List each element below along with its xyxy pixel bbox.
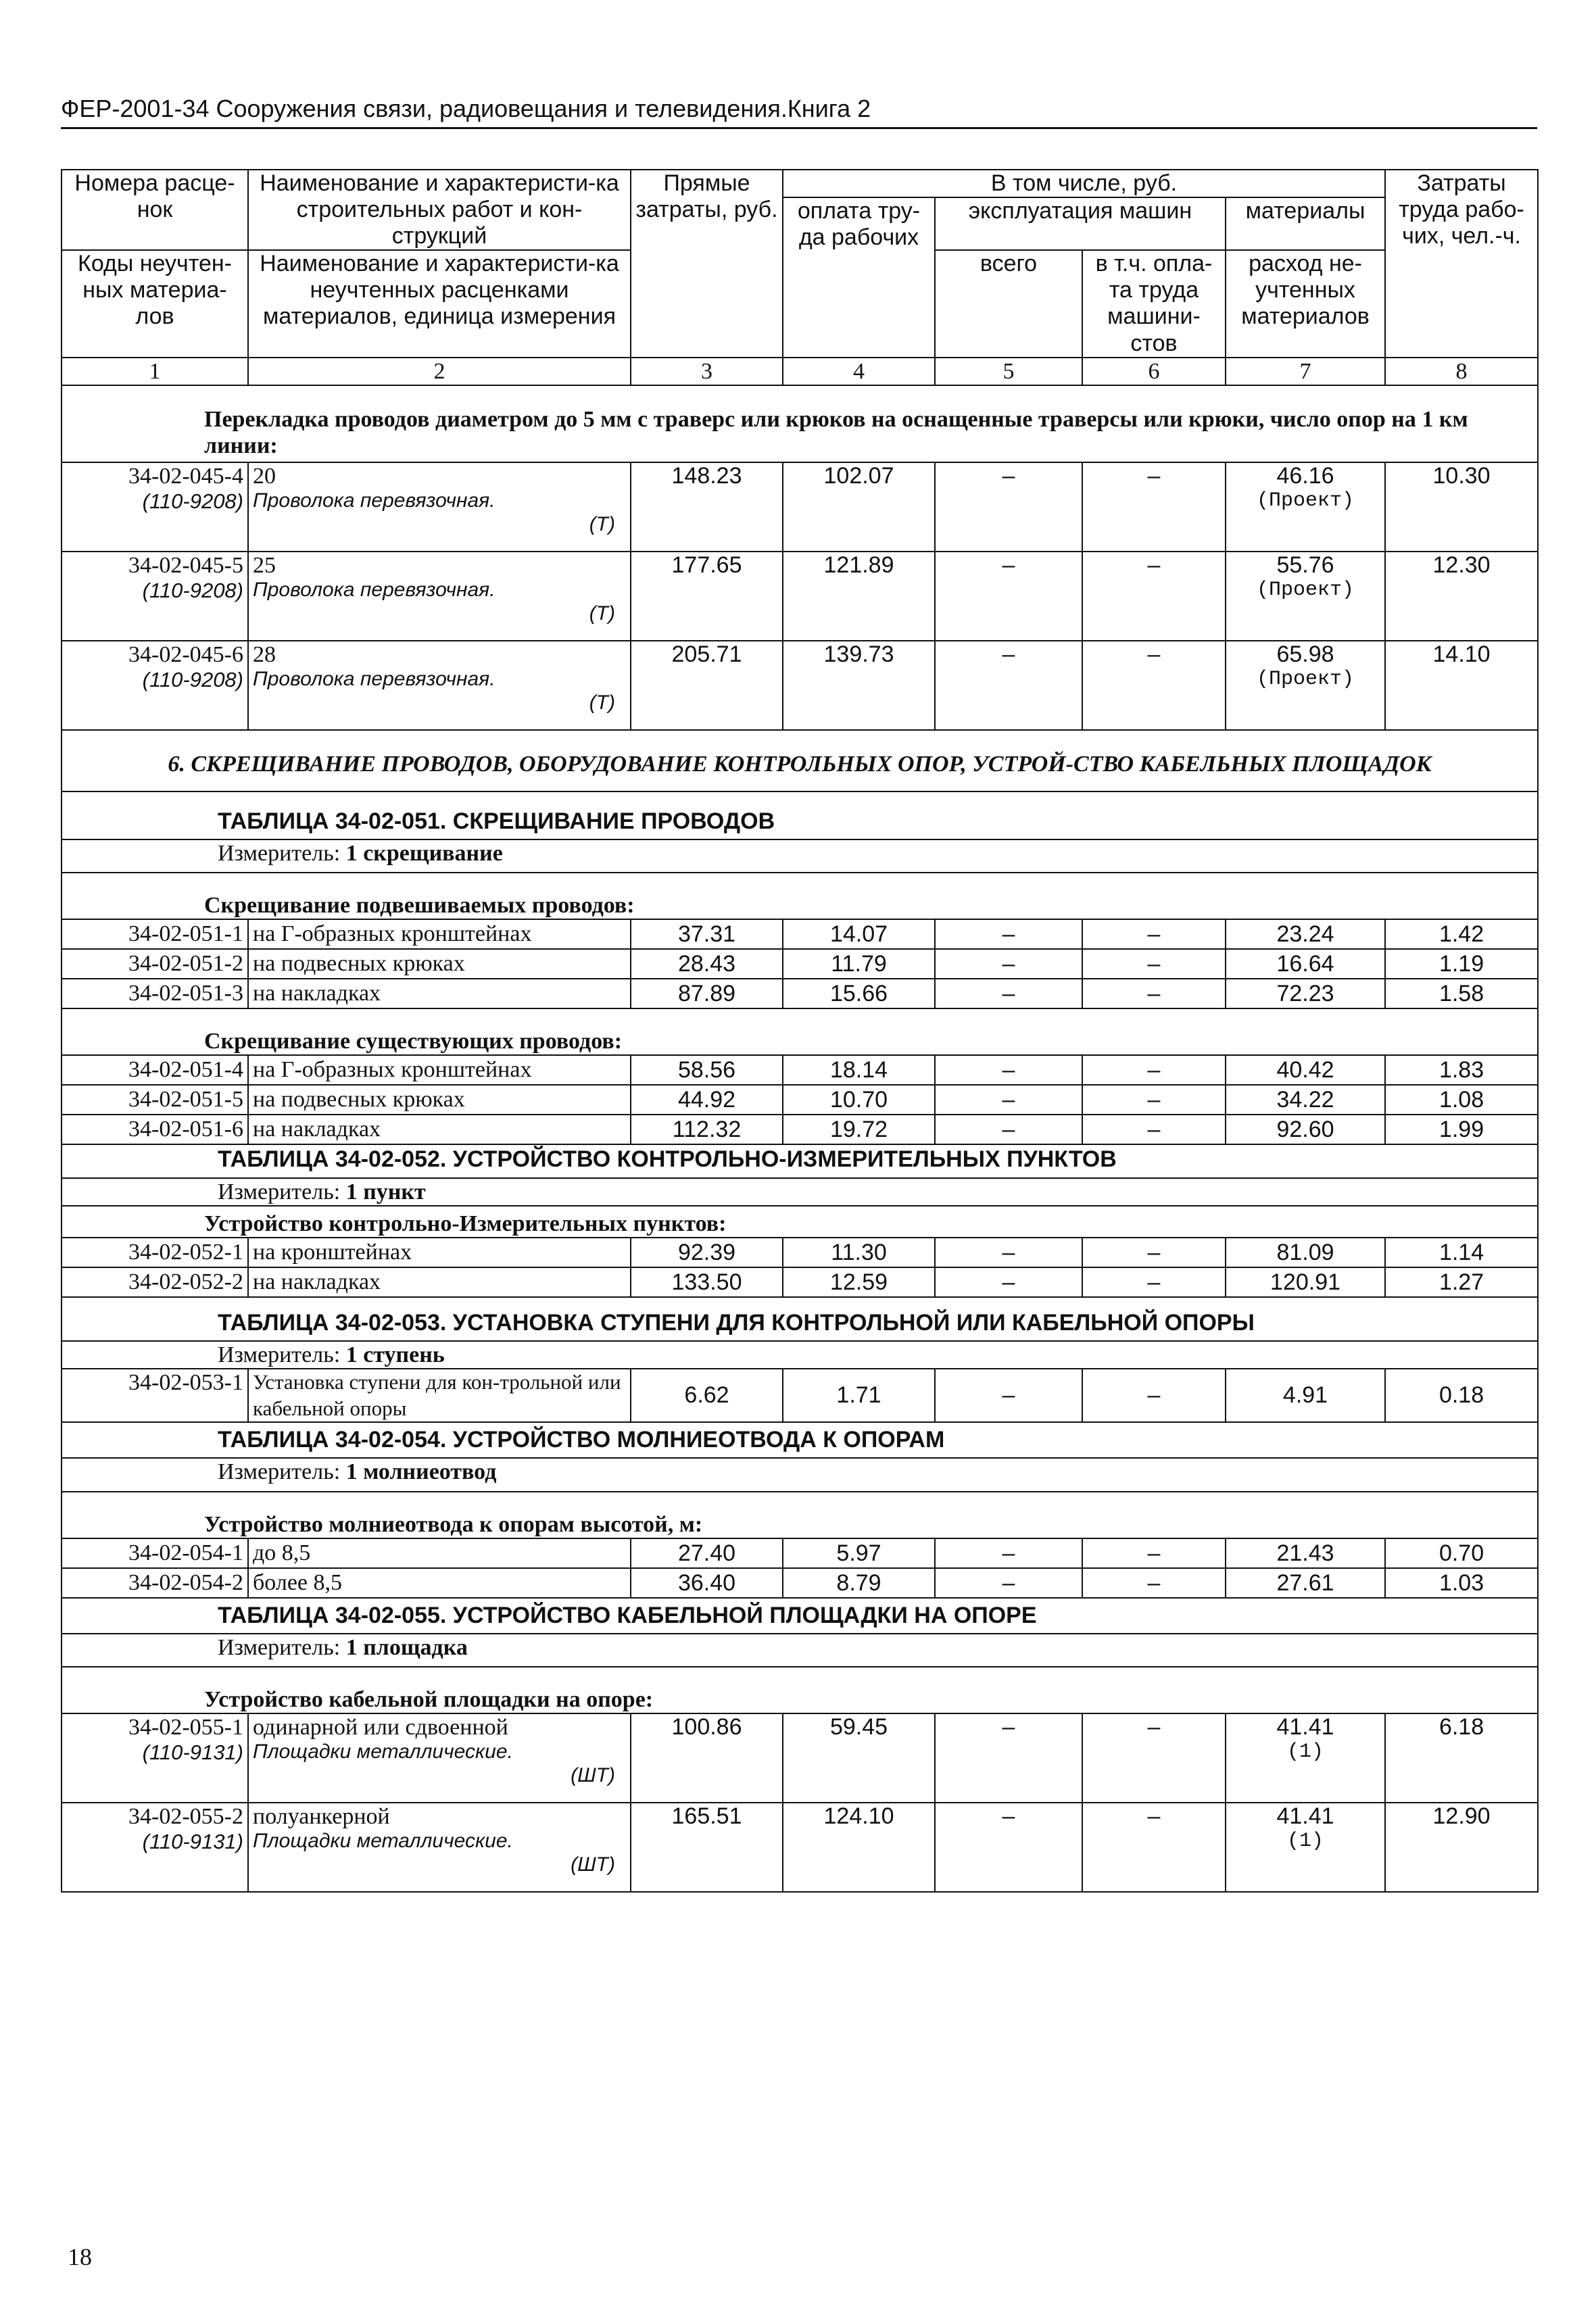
machine-cost: – — [935, 1538, 1082, 1568]
labor-cost: 6.18 — [1385, 1713, 1538, 1803]
machine-cost: – — [935, 552, 1082, 641]
labor-cost: 1.08 — [1385, 1085, 1538, 1115]
section-heading — [62, 385, 1538, 462]
material-code: (110-9208) — [142, 668, 243, 692]
material-code: (110-9131) — [142, 1830, 243, 1854]
machine-cost: – — [935, 1803, 1082, 1892]
material-value: 55.76 — [1276, 552, 1334, 578]
t055-measure — [62, 1634, 1538, 1667]
measure-value: 1 площадка — [345, 1634, 468, 1660]
material-cost: 27.61 — [1226, 1568, 1385, 1598]
machinist-cost: – — [1082, 1085, 1226, 1115]
material-note: (Проект) — [1257, 668, 1355, 691]
table-row — [62, 1267, 1538, 1297]
rate-code: 34-02-051-5 — [62, 1085, 248, 1115]
work-name: на кронштейнах — [248, 1238, 631, 1267]
work-name: на накладках — [248, 979, 631, 1008]
direct-cost: 133.50 — [631, 1267, 783, 1297]
material-cost: 21.43 — [1226, 1538, 1385, 1568]
rate-code: 34-02-051-3 — [62, 979, 248, 1008]
work-name-text: 25 — [253, 552, 276, 578]
header-row-1 — [62, 170, 1538, 197]
material-cost — [1226, 641, 1385, 730]
labor-cost: 1.83 — [1385, 1055, 1538, 1085]
rate-code: 34-02-051-6 — [62, 1115, 248, 1144]
machine-cost: – — [935, 1568, 1082, 1598]
machine-cost: – — [935, 1055, 1082, 1085]
rate-code — [62, 1803, 248, 1892]
machinist-cost: – — [1082, 1538, 1226, 1568]
wage-cost: 139.73 — [783, 641, 935, 730]
material-value: 41.41 — [1276, 1713, 1334, 1740]
work-name: Установка ступени для кон-трольной или кабельной опоры — [248, 1369, 631, 1423]
t054-measure — [62, 1458, 1538, 1491]
col-num: 1 — [62, 358, 248, 385]
machinist-cost: – — [1082, 919, 1226, 949]
wage-cost: 14.07 — [783, 919, 935, 949]
direct-cost: 37.31 — [631, 919, 783, 949]
direct-cost: 6.62 — [631, 1369, 783, 1423]
table-heading — [62, 1144, 1538, 1177]
col2-bottom: Наименование и характеристи-ка неучтенных расценками материалов, единица измерения — [248, 250, 631, 357]
group-heading — [62, 1667, 1538, 1713]
machine-cost: – — [935, 1267, 1082, 1297]
group-heading — [62, 873, 1538, 919]
col5-total: всего — [935, 250, 1082, 357]
col-num: 8 — [1385, 358, 1538, 385]
labor-cost: 1.42 — [1385, 919, 1538, 949]
labor-cost: 1.03 — [1385, 1568, 1538, 1598]
material-value: 65.98 — [1276, 641, 1334, 667]
wage-cost: 18.14 — [783, 1055, 935, 1085]
machine-cost: – — [935, 919, 1082, 949]
material-cost — [1226, 1713, 1385, 1803]
labor-cost: 12.90 — [1385, 1803, 1538, 1892]
machine-cost: – — [935, 1238, 1082, 1267]
t055-group: Устройство кабельной площадки на опоре: — [62, 1667, 1538, 1713]
labor-cost: 0.18 — [1385, 1369, 1538, 1423]
rate-code: 34-02-052-1 — [62, 1238, 248, 1267]
col-num: 5 — [935, 358, 1082, 385]
rate-code: 34-02-054-2 — [62, 1568, 248, 1598]
work-name: на накладках — [248, 1267, 631, 1297]
col3-direct: Прямые затраты, руб. — [631, 170, 783, 358]
t052-title: ТАБЛИЦА 34-02-052. УСТРОЙСТВО КОНТРОЛЬНО-ИЗМЕРИТЕЛЬНЫХ ПУНКТОВ — [62, 1144, 1538, 1177]
measure-row — [62, 1341, 1538, 1369]
material-name: Площадки металлические. — [253, 1740, 513, 1763]
material-value: 41.41 — [1276, 1803, 1334, 1829]
machinist-cost: – — [1082, 1713, 1226, 1803]
col1-top: Номера расце-нок — [62, 170, 248, 250]
work-name — [248, 552, 631, 641]
material-code: (110-9208) — [142, 579, 243, 603]
wage-cost: 1.71 — [783, 1369, 935, 1423]
col6-machinist: в т.ч. опла-та труда машини-стов — [1082, 250, 1226, 357]
material-unit: (ШТ) — [571, 1763, 615, 1786]
work-name: на Г-образных кронштейнах — [248, 919, 631, 949]
col7-material: расход не-учтенных материалов — [1226, 250, 1385, 357]
machinist-cost: – — [1082, 462, 1226, 552]
col-num: 6 — [1082, 358, 1226, 385]
section6-title: 6. СКРЕЩИВАНИЕ ПРОВОДОВ, ОБОРУДОВАНИЕ КОНТРОЛЬНЫХ ОПОР, УСТРОЙ-СТВО КАБЕЛЬНЫХ ПЛОЩАДОК — [62, 730, 1538, 791]
material-cost: 120.91 — [1226, 1267, 1385, 1297]
labor-cost: 1.58 — [1385, 979, 1538, 1008]
machinist-cost: – — [1082, 1369, 1226, 1423]
wage-cost: 8.79 — [783, 1568, 935, 1598]
labor-cost: 1.27 — [1385, 1267, 1538, 1297]
measure-row — [62, 1458, 1538, 1491]
table-row — [62, 1055, 1538, 1085]
col-num: 4 — [783, 358, 935, 385]
material-unit: (Т) — [589, 602, 615, 625]
rate-code-text: 34-02-045-4 — [128, 463, 243, 489]
machinist-cost: – — [1082, 949, 1226, 979]
direct-cost: 36.40 — [631, 1568, 783, 1598]
measure-row — [62, 1178, 1538, 1206]
material-cost: 34.22 — [1226, 1085, 1385, 1115]
col-num: 2 — [248, 358, 631, 385]
labor-cost: 10.30 — [1385, 462, 1538, 552]
labor-cost: 0.70 — [1385, 1538, 1538, 1568]
rate-code: 34-02-053-1 — [62, 1369, 248, 1423]
machinist-cost: – — [1082, 979, 1226, 1008]
work-name: более 8,5 — [248, 1568, 631, 1598]
t054-title: ТАБЛИЦА 34-02-054. УСТРОЙСТВО МОЛНИЕОТВОДА К ОПОРАМ — [62, 1422, 1538, 1458]
work-name: на Г-образных кронштейнах — [248, 1055, 631, 1085]
material-value: 46.16 — [1276, 462, 1334, 489]
t053-title: ТАБЛИЦА 34-02-053. УСТАНОВКА СТУПЕНИ ДЛЯ КОНТРОЛЬНОЙ ИЛИ КАБЕЛЬНОЙ ОПОРЫ — [62, 1297, 1538, 1341]
material-name: Проволока перевязочная. — [253, 489, 495, 512]
material-unit: (Т) — [589, 512, 615, 535]
machinist-cost: – — [1082, 1267, 1226, 1297]
work-name-text: полуанкерной — [253, 1803, 390, 1829]
labor-cost: 1.14 — [1385, 1238, 1538, 1267]
table-row — [62, 1369, 1538, 1423]
t054-group: Устройство молниеотвода к опорам высотой, м: — [62, 1492, 1538, 1538]
material-cost — [1226, 552, 1385, 641]
direct-cost: 92.39 — [631, 1238, 783, 1267]
table-heading — [62, 1598, 1538, 1634]
direct-cost: 165.51 — [631, 1803, 783, 1892]
col2-top: Наименование и характеристи-ка строительных работ и кон-струкций — [248, 170, 631, 250]
material-name: Проволока перевязочная. — [253, 579, 495, 602]
machinist-cost: – — [1082, 1238, 1226, 1267]
rate-code-text: 34-02-055-2 — [128, 1803, 243, 1829]
rate-code — [62, 462, 248, 552]
incl-header: В том числе, руб. — [783, 170, 1385, 197]
rate-code-text: 34-02-055-1 — [128, 1714, 243, 1740]
material-cost: 23.24 — [1226, 919, 1385, 949]
work-name-text: одинарной или сдвоенной — [253, 1714, 508, 1740]
work-name-text: 20 — [253, 463, 276, 489]
measure-value: 1 ступень — [345, 1342, 445, 1367]
material-unit: (Т) — [589, 691, 615, 714]
measure-label: Измеритель: — [218, 1342, 341, 1367]
material-name: Проволока перевязочная. — [253, 668, 495, 691]
machine-cost: – — [935, 1713, 1082, 1803]
wage-cost: 19.72 — [783, 1115, 935, 1144]
table-row — [62, 1568, 1538, 1598]
t051-title: ТАБЛИЦА 34-02-051. СКРЕЩИВАНИЕ ПРОВОДОВ — [62, 791, 1538, 839]
wage-cost: 12.59 — [783, 1267, 935, 1297]
work-name: на подвесных крюках — [248, 1085, 631, 1115]
material-cost: 4.91 — [1226, 1369, 1385, 1423]
table-heading — [62, 791, 1538, 839]
materials-header: материалы — [1226, 197, 1385, 250]
wage-cost: 10.70 — [783, 1085, 935, 1115]
t055-title: ТАБЛИЦА 34-02-055. УСТРОЙСТВО КАБЕЛЬНОЙ ПЛОЩАДКИ НА ОПОРЕ — [62, 1598, 1538, 1634]
rate-code: 34-02-051-1 — [62, 919, 248, 949]
material-name: Площадки металлические. — [253, 1830, 513, 1853]
material-cost: 40.42 — [1226, 1055, 1385, 1085]
machine-cost: – — [935, 1369, 1082, 1423]
material-code: (110-9131) — [142, 1740, 243, 1765]
material-cost: 92.60 — [1226, 1115, 1385, 1144]
table-row — [62, 1713, 1538, 1803]
measure-value: 1 скрещивание — [345, 841, 503, 867]
material-cost: 81.09 — [1226, 1238, 1385, 1267]
work-name — [248, 1803, 631, 1892]
t051-group1: Скрещивание подвешиваемых проводов: — [62, 873, 1538, 919]
labor-cost: 1.19 — [1385, 949, 1538, 979]
measure-label: Измеритель: — [218, 1634, 341, 1660]
machine-cost: – — [935, 1085, 1082, 1115]
col-num: 3 — [631, 358, 783, 385]
wage-cost: 59.45 — [783, 1713, 935, 1803]
work-name: на подвесных крюках — [248, 949, 631, 979]
material-note: (Проект) — [1257, 489, 1355, 513]
col8-labor: Затраты труда рабо-чих, чел.-ч. — [1385, 170, 1538, 358]
table-row — [62, 462, 1538, 552]
material-note: (1) — [1287, 1830, 1324, 1853]
table-heading — [62, 1297, 1538, 1341]
material-cost — [1226, 462, 1385, 552]
table-row — [62, 1115, 1538, 1144]
measure-label: Измеритель: — [218, 1179, 341, 1204]
wage-cost: 11.30 — [783, 1238, 935, 1267]
table-row — [62, 1803, 1538, 1892]
work-name — [248, 462, 631, 552]
measure-label: Измеритель: — [218, 1459, 341, 1485]
wage-cost: 102.07 — [783, 462, 935, 552]
group-heading — [62, 1008, 1538, 1055]
measure-row — [62, 839, 1538, 873]
work-name — [248, 1713, 631, 1803]
table-row — [62, 552, 1538, 641]
table-row — [62, 949, 1538, 979]
material-unit: (ШТ) — [571, 1853, 615, 1876]
t052-group: Устройство контрольно-Измерительных пунктов: — [62, 1206, 1538, 1238]
direct-cost: 177.65 — [631, 552, 783, 641]
measure-value: 1 молниеотвод — [345, 1459, 497, 1485]
labor-cost: 1.99 — [1385, 1115, 1538, 1144]
table-row — [62, 1538, 1538, 1568]
measure-value: 1 пункт — [345, 1179, 426, 1204]
col-num: 7 — [1226, 358, 1385, 385]
rate-code — [62, 1713, 248, 1803]
direct-cost: 112.32 — [631, 1115, 783, 1144]
work-name: на накладках — [248, 1115, 631, 1144]
machinist-cost: – — [1082, 1055, 1226, 1085]
machinist-cost: – — [1082, 1568, 1226, 1598]
material-cost: 16.64 — [1226, 949, 1385, 979]
table-row — [62, 1238, 1538, 1267]
direct-cost: 58.56 — [631, 1055, 783, 1085]
col4-wage: оплата тру-да рабочих — [783, 197, 935, 358]
rate-code: 34-02-051-2 — [62, 949, 248, 979]
machines-header: эксплуатация машин — [935, 197, 1226, 250]
wage-cost: 124.10 — [783, 1803, 935, 1892]
page-header: ФЕР-2001-34 Сооружения связи, радиовещания и телевидения.Книга 2 — [61, 95, 1537, 129]
rate-code — [62, 552, 248, 641]
direct-cost: 148.23 — [631, 462, 783, 552]
direct-cost: 27.40 — [631, 1538, 783, 1568]
machine-cost: – — [935, 949, 1082, 979]
wage-cost: 5.97 — [783, 1538, 935, 1568]
work-name-text: 28 — [253, 641, 276, 667]
material-cost — [1226, 1803, 1385, 1892]
rate-code: 34-02-052-2 — [62, 1267, 248, 1297]
table-row — [62, 979, 1538, 1008]
table-row — [62, 1085, 1538, 1115]
page-number: 18 — [68, 2243, 92, 2270]
rate-code: 34-02-054-1 — [62, 1538, 248, 1568]
group-heading — [62, 1492, 1538, 1538]
rate-code-text: 34-02-045-5 — [128, 552, 243, 578]
table-row — [62, 641, 1538, 730]
material-note: (1) — [1287, 1740, 1324, 1764]
direct-cost: 205.71 — [631, 641, 783, 730]
column-numbers — [62, 358, 1538, 385]
direct-cost: 28.43 — [631, 949, 783, 979]
price-table — [61, 169, 1539, 1893]
t051-group2: Скрещивание существующих проводов: — [62, 1008, 1538, 1055]
wage-cost: 11.79 — [783, 949, 935, 979]
direct-cost: 100.86 — [631, 1713, 783, 1803]
material-note: (Проект) — [1257, 579, 1355, 602]
col1-bottom: Коды неучтен-ных материа-лов — [62, 250, 248, 357]
direct-cost: 87.89 — [631, 979, 783, 1008]
material-code: (110-9208) — [142, 489, 243, 514]
machinist-cost: – — [1082, 1803, 1226, 1892]
wage-cost: 15.66 — [783, 979, 935, 1008]
machine-cost: – — [935, 1115, 1082, 1144]
wage-cost: 121.89 — [783, 552, 935, 641]
labor-cost: 12.30 — [1385, 552, 1538, 641]
measure-label: Измеритель: — [218, 841, 341, 867]
block045-title: Перекладка проводов диаметром до 5 мм с траверс или крюков на оснащенные траверсы или крюки, число опор на 1 км линии: — [62, 385, 1538, 462]
machinist-cost: – — [1082, 1115, 1226, 1144]
labor-cost: 14.10 — [1385, 641, 1538, 730]
group-heading — [62, 1206, 1538, 1238]
direct-cost: 44.92 — [631, 1085, 783, 1115]
section-heading — [62, 730, 1538, 791]
machine-cost: – — [935, 641, 1082, 730]
rate-code-text: 34-02-045-6 — [128, 641, 243, 667]
t052-measure — [62, 1178, 1538, 1206]
machine-cost: – — [935, 979, 1082, 1008]
measure-row — [62, 1634, 1538, 1667]
table-row — [62, 919, 1538, 949]
work-name — [248, 641, 631, 730]
rate-code — [62, 641, 248, 730]
machine-cost: – — [935, 462, 1082, 552]
table-heading — [62, 1422, 1538, 1458]
work-name: до 8,5 — [248, 1538, 631, 1568]
machinist-cost: – — [1082, 641, 1226, 730]
machinist-cost: – — [1082, 552, 1226, 641]
rate-code: 34-02-051-4 — [62, 1055, 248, 1085]
t051-measure — [62, 839, 1538, 873]
material-cost: 72.23 — [1226, 979, 1385, 1008]
t053-measure — [62, 1341, 1538, 1369]
